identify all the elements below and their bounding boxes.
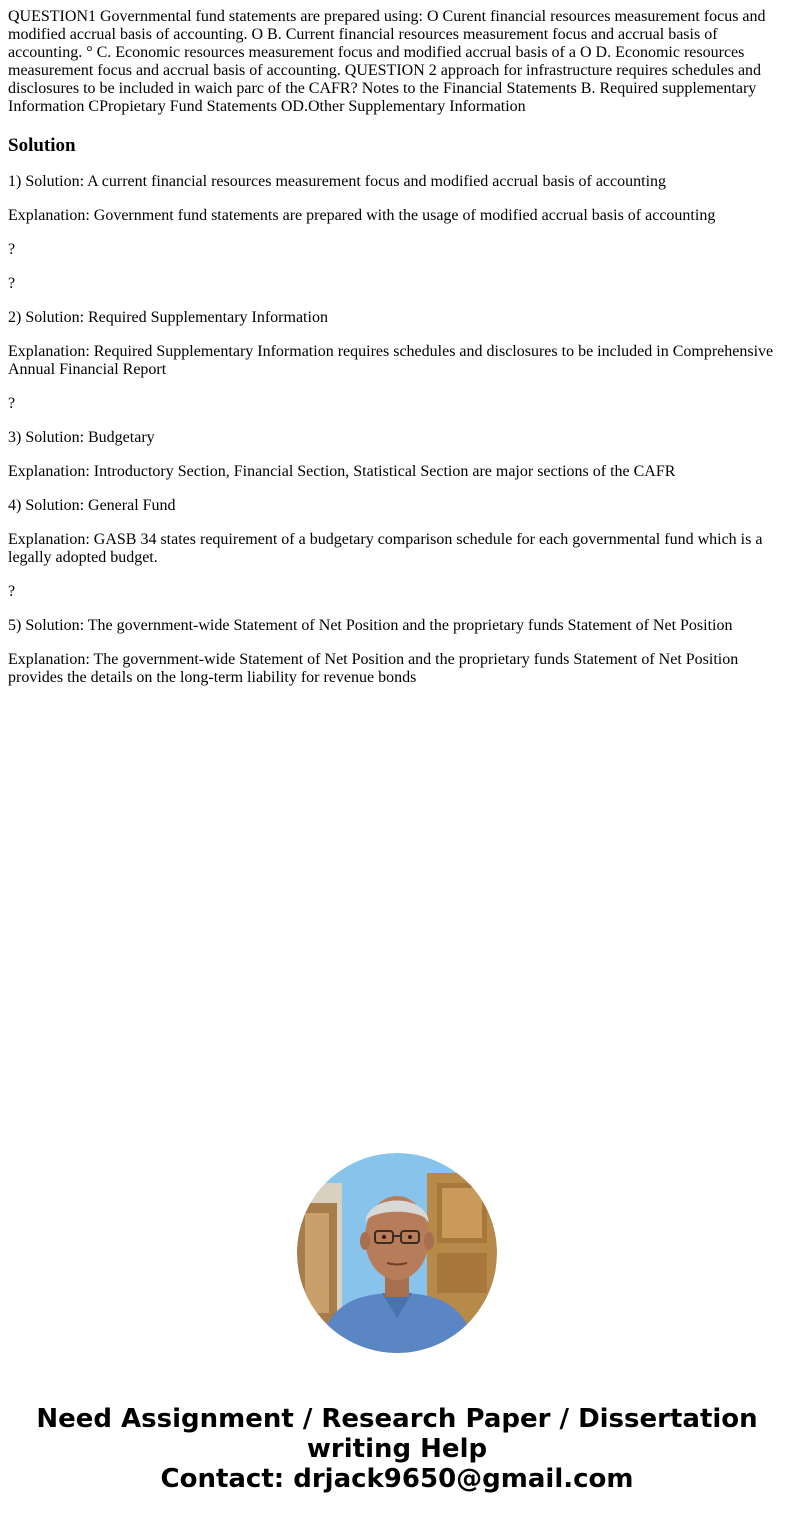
placeholder-mark: ? — [8, 395, 16, 412]
solution-5: 5) Solution: The government-wide Statement of Net Position and the proprietary funds Statement of Net Position — [8, 617, 733, 634]
solution-3: 3) Solution: Budgetary — [8, 429, 155, 446]
placeholder-mark: ? — [8, 241, 16, 258]
avatar-portrait-image — [297, 1153, 497, 1353]
question-text: QUESTION1 Governmental fund statements are prepared using: O Curent financial resources measurement focus and modified accrual basis of accounting. O B. Current financial resources measurement focus and accrual basis of accounting. ° C. Economic resources measurement focus and modified accrual basis of a O D. Economic resources measurement focus and accrual basis of accounting. QUESTION 2 approach for infrastructure requires schedules and disclosures to be included in waich parc of the CAFR? Notes to the Financial Statements B. Required supplementary Information CPropietary Fund Statements OD.Other Supplementary Information — [8, 8, 766, 115]
explanation-1: Explanation: Government fund statements are prepared with the usage of modified accrual basis of accounting — [8, 207, 716, 224]
promo-banner — [0, 1404, 794, 1494]
promo-contact: Contact: drjack9650@gmail.com — [160, 1464, 634, 1494]
placeholder-mark: ? — [8, 275, 16, 292]
document-content — [8, 8, 786, 703]
explanation-4: Explanation: GASB 34 states requirement of a budgetary comparison schedule for each governmental fund which is a legally adopted budget. — [8, 531, 763, 566]
explanation-3: Explanation: Introductory Section, Financial Section, Statistical Section are major sections of the CAFR — [8, 463, 676, 480]
placeholder-mark: ? — [8, 583, 16, 600]
promo-line-1: Need Assignment / Research Paper / Dissertation — [36, 1404, 758, 1434]
solution-heading: Solution — [8, 135, 76, 156]
avatar — [297, 1153, 497, 1353]
explanation-2: Explanation: Required Supplementary Information requires schedules and disclosures to be included in Comprehensive Annual Financial Report — [8, 343, 774, 378]
solution-4: 4) Solution: General Fund — [8, 497, 176, 514]
promo-line-2: writing Help — [306, 1434, 488, 1464]
explanation-5: Explanation: The government-wide Statement of Net Position and the proprietary funds Statement of Net Position provides the details on the long-term liability for revenue bonds — [8, 651, 739, 686]
solution-2: 2) Solution: Required Supplementary Information — [8, 309, 328, 326]
solution-1: 1) Solution: A current financial resources measurement focus and modified accrual basis of accounting — [8, 173, 667, 190]
